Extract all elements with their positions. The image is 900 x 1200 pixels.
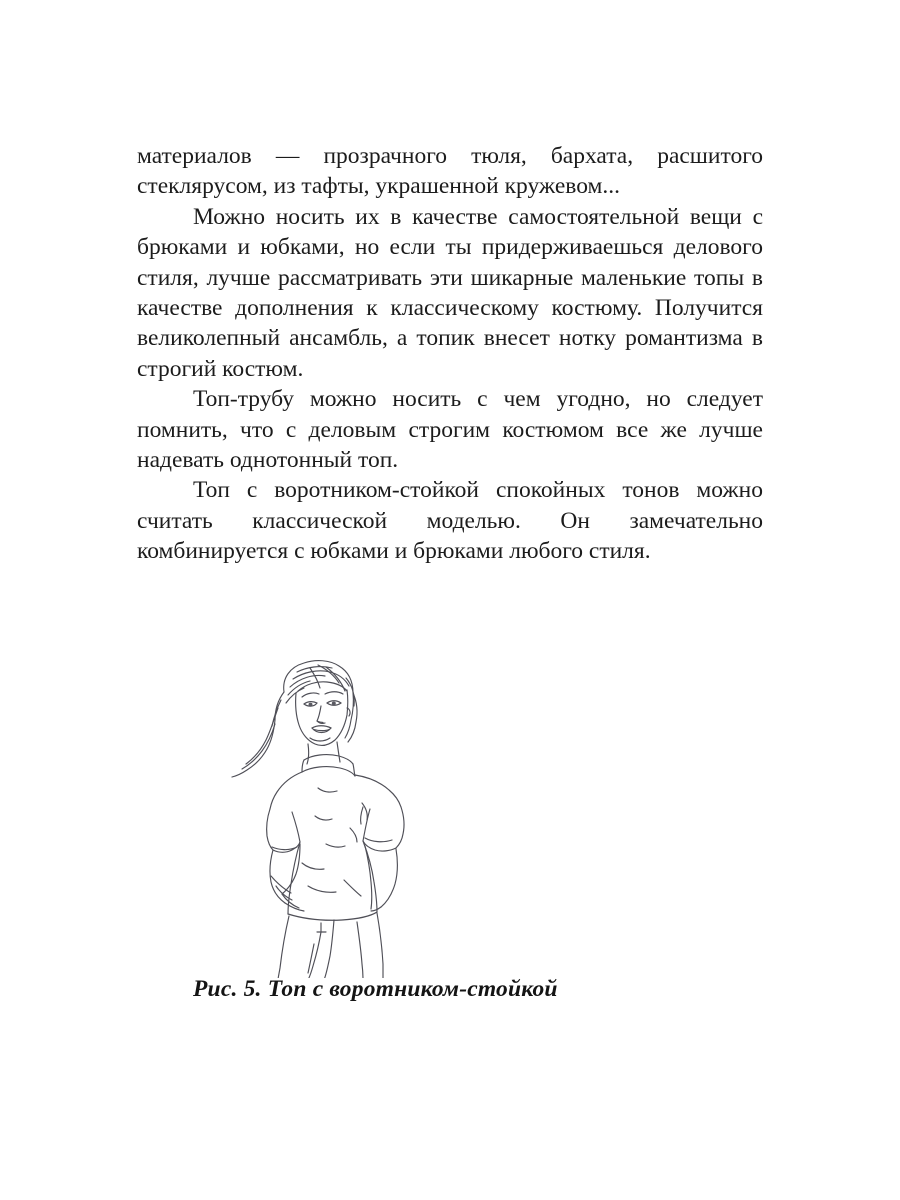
figure-caption: Рис. 5. Топ с воротником-стойкой (193, 976, 558, 1002)
figure-illustration (0, 648, 900, 978)
woman-line-drawing-icon (222, 648, 452, 978)
body-text-block (137, 141, 763, 567)
paragraph-3: Топ-трубу можно носить с чем угодно, но следует помнить, что с деловым строгим костюмом все же лучше надевать однотонный топ. (137, 386, 763, 474)
paragraph-2: Можно носить их в качестве самостоятельной вещи с брюками и юбками, но если ты придерживаешься делового стиля, лучше рассматривать эти шикарные маленькие топы в качестве дополнения к классическому костюму. Получится великолепный ансамбль, а топик внесет нотку романтизма в строгий костюм. (137, 203, 763, 382)
paragraph-1: материалов — прозрачного тюля, бархата, расшитого стеклярусом, из тафты, украшенной кружевом... (137, 143, 763, 200)
paragraph-4: Топ с воротником-стойкой спокойных тонов можно считать классической моделью. Он замечательно комбинируется с юбками и брюками любого стиля. (137, 477, 763, 565)
